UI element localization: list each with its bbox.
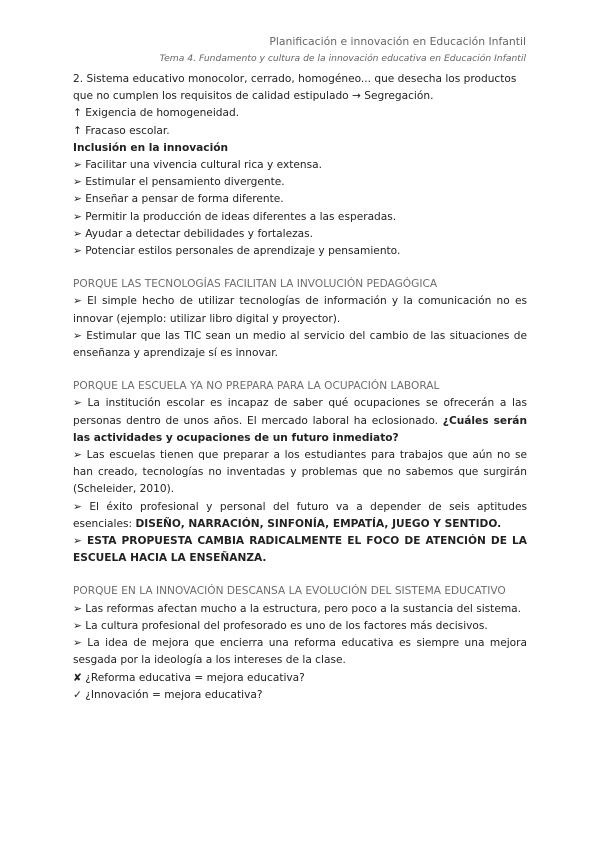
labor-question: ¿Cuáles serán las actividades y ocupaciones de un futuro inmediato? bbox=[73, 414, 527, 444]
labor-paragraph-3 bbox=[73, 499, 527, 533]
labor-paragraph-1-text: ➢ La institución escolar es incapaz de saber qué ocupaciones se ofrecerán a las personas dentro de unos años. El mercado laboral ha eclosionado. bbox=[73, 397, 527, 427]
intro-up-2: ↑ Fracaso escolar. bbox=[73, 124, 170, 137]
labor-paragraph-4: ➢ ESTA PROPUESTA CAMBIA RADICALMENTE EL FOCO DE ATENCIÓN DE LA ESCUELA HACIA LA ENSEÑANZA. bbox=[73, 535, 527, 565]
section-heading-labor: PORQUE LA ESCUELA YA NO PREPARA PARA LA OCUPACIÓN LABORAL bbox=[73, 380, 440, 393]
tech-paragraph-1: ➢ El simple hecho de utilizar tecnologías de información y la comunicación no es innovar (ejemplo: utilizar libro digital y proyector). bbox=[73, 295, 527, 325]
inclusion-item: ➢ Potenciar estilos personales de aprendizaje y pensamiento. bbox=[73, 245, 401, 258]
evolution-question-1: ✘ ¿Reforma educativa = mejora educativa? bbox=[73, 671, 305, 684]
labor-paragraph-2: ➢ Las escuelas tienen que preparar a los estudiantes para trabajos que aún no se han creado, tecnologías no inventadas y problemas que no sabemos que surgirán (Scheleider, 2010). bbox=[73, 449, 527, 496]
inclusion-item: ➢ Estimular el pensamiento divergente. bbox=[73, 176, 285, 189]
intro-up-1: ↑ Exigencia de homogeneidad. bbox=[73, 107, 240, 120]
section-heading-tech: PORQUE LAS TECNOLOGÍAS FACILITAN LA INVOLUCIÓN PEDAGÓGICA bbox=[73, 278, 438, 291]
intro-item-2: 2. Sistema educativo monocolor, cerrado, homogéneo... que desecha los productos que no cumplen los requisitos de calidad estipulado → Segregación. bbox=[73, 73, 517, 103]
tech-paragraph-2: ➢ Estimular que las TIC sean un medio al servicio del cambio de las situaciones de enseñanza y aprendizaje sí es innovar. bbox=[73, 329, 527, 360]
header-subtitle: Tema 4. Fundamento y cultura de la innovación educativa en Educación Infantil bbox=[159, 53, 526, 64]
evolution-paragraph-2: ➢ La cultura profesional del profesorado es uno de los factores más decisivos. bbox=[73, 619, 488, 632]
evolution-paragraph-3: ➢ La idea de mejora que encierra una reforma educativa es siempre una mejora sesgada por la ideología a los intereses de la clase. bbox=[73, 637, 527, 667]
inclusion-item: ➢ Enseñar a pensar de forma diferente. bbox=[73, 193, 284, 206]
inclusion-heading: Inclusión en la innovación bbox=[73, 141, 229, 154]
labor-aptitudes: DISEÑO, NARRACIÓN, SINFONÍA, EMPATÍA, JUEGO Y SENTIDO. bbox=[135, 517, 502, 530]
inclusion-item: ➢ Permitir la producción de ideas diferentes a las esperadas. bbox=[73, 210, 397, 223]
document-body bbox=[73, 71, 527, 704]
evolution-question-2: ✓ ¿Innovación = mejora educativa? bbox=[73, 688, 263, 701]
labor-paragraph-1 bbox=[73, 395, 527, 447]
section-heading-evolution: PORQUE EN LA INNOVACIÓN DESCANSA LA EVOLUCIÓN DEL SISTEMA EDUCATIVO bbox=[73, 585, 506, 598]
evolution-paragraph-1: ➢ Las reformas afectan mucho a la estructura, pero poco a la sustancia del sistema. bbox=[73, 602, 522, 615]
inclusion-item: ➢ Ayudar a detectar debilidades y fortalezas. bbox=[73, 227, 314, 240]
header-title: Planificación e innovación en Educación Infantil bbox=[269, 35, 526, 48]
inclusion-item: ➢ Facilitar una vivencia cultural rica y extensa. bbox=[73, 159, 322, 172]
labor-paragraph-3-text: ➢ El éxito profesional y personal del futuro va a depender de seis aptitudes esenciales: bbox=[73, 500, 527, 530]
